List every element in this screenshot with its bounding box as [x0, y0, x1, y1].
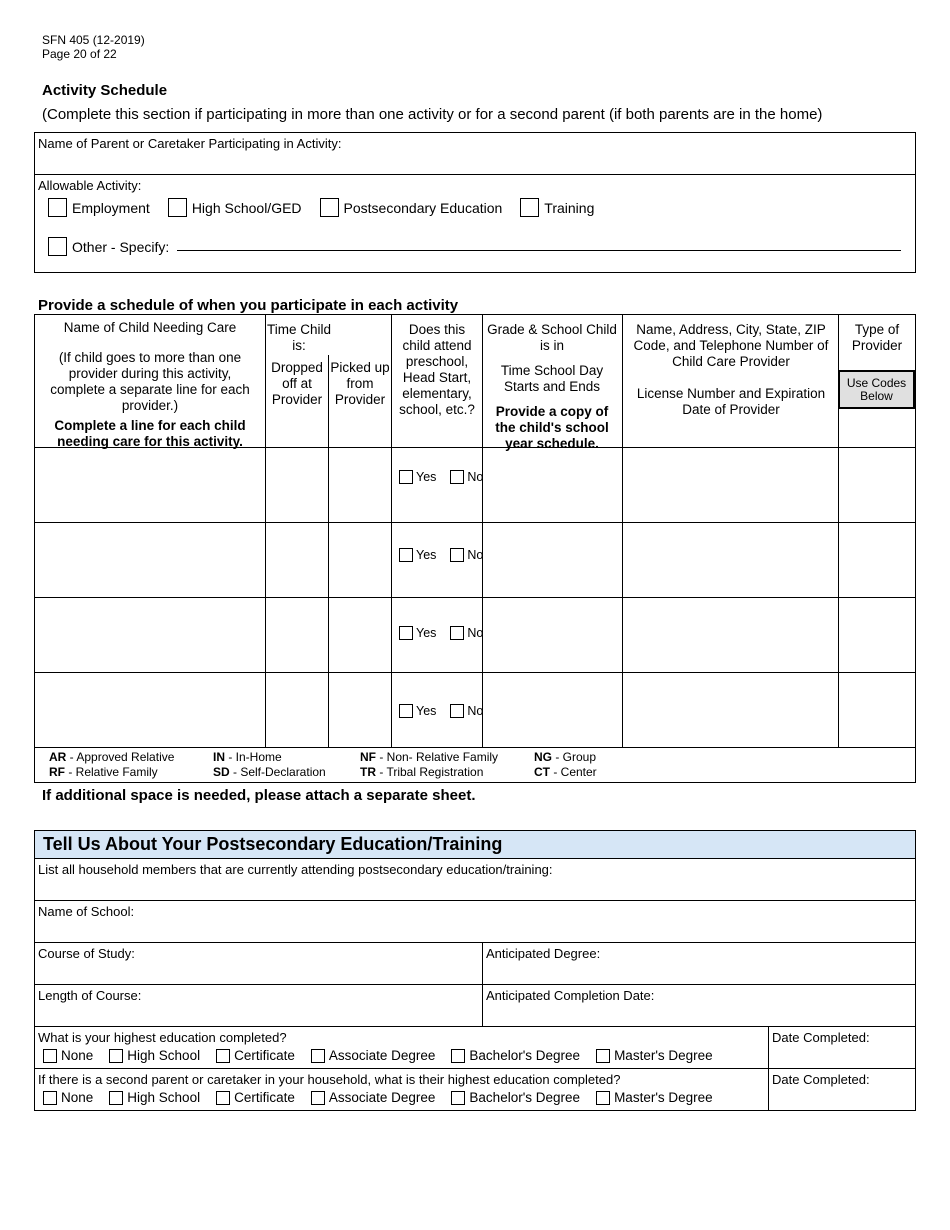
row2-yes-no: Yes No — [399, 548, 483, 562]
edu2-high-school-checkbox[interactable] — [109, 1091, 123, 1105]
edu2-certificate-checkbox[interactable] — [216, 1091, 230, 1105]
edu2-associate-checkbox[interactable] — [311, 1091, 325, 1105]
edu1-bachelor-checkbox[interactable] — [451, 1049, 465, 1063]
row4-yes-no: Yes No — [399, 704, 483, 718]
training-checkbox[interactable] — [520, 198, 539, 217]
other-option[interactable]: Other - Specify: — [48, 237, 169, 256]
col-child-name-header: Name of Child Needing Care (If child goes to more than one provider during this activity, complete a separate line for each provider.) Complete a line for each child needing care for this activity. — [50, 320, 250, 449]
legend-col3: NF - Non- Relative Family TR - Tribal Registration — [360, 750, 499, 779]
postsecondary-box — [34, 858, 916, 1111]
edu2-associate[interactable]: Associate Degree — [311, 1090, 436, 1105]
col-type-header: Type of Provider — [851, 322, 903, 353]
row1-yes-checkbox[interactable] — [399, 470, 413, 484]
divider — [35, 174, 915, 175]
edu2-master[interactable]: Master's Degree — [596, 1090, 713, 1105]
col-picked-up-header: Picked up from Provider — [330, 360, 390, 407]
edu2-high-school[interactable]: High School — [109, 1090, 200, 1105]
edu-options-2 — [43, 1090, 713, 1105]
page-number: Page 20 of 22 — [42, 47, 117, 61]
row3-yes-checkbox[interactable] — [399, 626, 413, 640]
anticipated-degree-label: Anticipated Degree: — [486, 946, 601, 961]
edu1-none-checkbox[interactable] — [43, 1049, 57, 1063]
edu2-none-checkbox[interactable] — [43, 1091, 57, 1105]
course-length-label: Length of Course: — [38, 988, 142, 1003]
training-option[interactable]: Training — [520, 198, 594, 217]
household-members-label: List all household members that are currently attending postsecondary education/training: — [38, 862, 553, 877]
legend-col2: IN - In-Home SD - Self-Declaration — [213, 750, 326, 779]
postsecondary-checkbox[interactable] — [320, 198, 339, 217]
allowable-activity-label: Allowable Activity: — [38, 178, 142, 193]
schedule-table — [34, 314, 916, 783]
employment-checkbox[interactable] — [48, 198, 67, 217]
edu2-none[interactable]: None — [43, 1090, 93, 1105]
form-id: SFN 405 (12-2019) — [42, 33, 145, 47]
use-codes-button[interactable]: Use Codes Below — [838, 370, 915, 409]
highest-education-q1: What is your highest education completed? — [38, 1030, 287, 1045]
edu1-high-school-checkbox[interactable] — [109, 1049, 123, 1063]
legend-col4: NG - Group CT - Center — [534, 750, 597, 779]
activity-box — [34, 132, 916, 273]
activity-subtitle: (Complete this section if participating in more than one activity or for a second parent (if both parents are in the home) — [42, 106, 823, 123]
col-grade-header: Grade & School Child is in Time School Day Starts and Ends Provide a copy of the child's school year schedule. — [487, 322, 617, 451]
row2-no-checkbox[interactable] — [450, 548, 464, 562]
edu-options-1 — [43, 1048, 713, 1063]
course-of-study-label: Course of Study: — [38, 946, 135, 961]
edu1-master-checkbox[interactable] — [596, 1049, 610, 1063]
col-school-attend-header: Does this child attend preschool, Head Start, elementary, school, etc.? — [399, 322, 475, 417]
edu1-associate[interactable]: Associate Degree — [311, 1048, 436, 1063]
employment-option[interactable]: Employment — [48, 198, 150, 217]
row1-yes-no: Yes No — [399, 470, 483, 484]
edu1-high-school[interactable]: High School — [109, 1048, 200, 1063]
col-provider-header: Name, Address, City, State, ZIP Code, and Telephone Number of Child Care Provider License Number and Expiration Date of Provider — [633, 322, 829, 417]
edu1-certificate[interactable]: Certificate — [216, 1048, 295, 1063]
date-completed-label-2: Date Completed: — [772, 1072, 870, 1087]
row1-no-checkbox[interactable] — [450, 470, 464, 484]
col-time-header: Time Child is: — [267, 322, 332, 353]
edu1-master[interactable]: Master's Degree — [596, 1048, 713, 1063]
activity-title: Activity Schedule — [42, 82, 168, 99]
edu2-bachelor[interactable]: Bachelor's Degree — [451, 1090, 580, 1105]
row4-no-checkbox[interactable] — [450, 704, 464, 718]
additional-space-note: If additional space is needed, please attach a separate sheet. — [42, 787, 476, 804]
date-completed-label-1: Date Completed: — [772, 1030, 870, 1045]
high-school-ged-option[interactable]: High School/GED — [168, 198, 302, 217]
row2-yes-checkbox[interactable] — [399, 548, 413, 562]
schedule-title: Provide a schedule of when you participate in each activity — [38, 297, 459, 314]
edu1-certificate-checkbox[interactable] — [216, 1049, 230, 1063]
edu2-bachelor-checkbox[interactable] — [451, 1091, 465, 1105]
postsecondary-option[interactable]: Postsecondary Education — [320, 198, 503, 217]
legend-col1: AR - Approved Relative RF - Relative Family — [49, 750, 175, 779]
col-dropped-off-header: Dropped off at Provider — [271, 360, 323, 407]
completion-date-label: Anticipated Completion Date: — [486, 988, 655, 1003]
postsecondary-header: Tell Us About Your Postsecondary Education/Training — [34, 830, 916, 859]
edu1-associate-checkbox[interactable] — [311, 1049, 325, 1063]
row3-yes-no: Yes No — [399, 626, 483, 640]
edu2-master-checkbox[interactable] — [596, 1091, 610, 1105]
school-name-label: Name of School: — [38, 904, 135, 919]
edu2-certificate[interactable]: Certificate — [216, 1090, 295, 1105]
row4-yes-checkbox[interactable] — [399, 704, 413, 718]
edu1-bachelor[interactable]: Bachelor's Degree — [451, 1048, 580, 1063]
row3-no-checkbox[interactable] — [450, 626, 464, 640]
highest-education-q2: If there is a second parent or caretaker in your household, what is their highest education completed? — [38, 1072, 621, 1087]
other-specify-line[interactable] — [177, 250, 901, 251]
parent-name-label: Name of Parent or Caretaker Participating in Activity: — [38, 136, 342, 151]
high-school-ged-checkbox[interactable] — [168, 198, 187, 217]
other-checkbox[interactable] — [48, 237, 67, 256]
edu1-none[interactable]: None — [43, 1048, 93, 1063]
